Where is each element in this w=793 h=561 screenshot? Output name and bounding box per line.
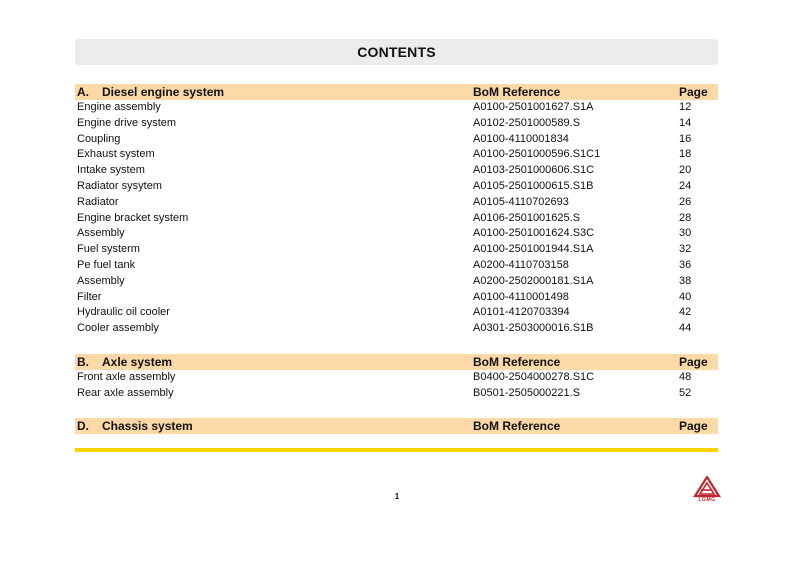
bom-reference-header: BoM Reference <box>473 419 561 433</box>
row-bom-reference: A0105-4110702693 <box>473 195 569 208</box>
lgmg-logo-icon <box>692 476 722 498</box>
row-bom-reference: A0100-2501000596.S1C1 <box>473 148 601 161</box>
table-row <box>75 370 718 386</box>
row-name: Pe fuel tank <box>77 258 136 271</box>
table-row <box>75 226 718 242</box>
section-name: Axle system <box>102 355 173 369</box>
row-name: Radiator <box>77 195 119 208</box>
section-title <box>77 354 172 370</box>
row-bom-reference: B0501-2505000221.S <box>473 386 581 399</box>
row-bom-reference: A0100-4110001834 <box>473 132 569 145</box>
section-header <box>75 84 718 100</box>
row-page: 42 <box>679 306 692 319</box>
section-a <box>75 84 718 337</box>
row-bom-reference: A0100-2501001624.S3C <box>473 227 595 240</box>
table-row <box>75 163 718 179</box>
table-row <box>75 147 718 163</box>
section-rows <box>75 370 718 402</box>
section-header <box>75 418 718 434</box>
row-page: 44 <box>679 322 692 335</box>
row-page: 40 <box>679 290 692 303</box>
row-name: Rear axle assembly <box>77 386 174 399</box>
section-d <box>75 418 718 434</box>
footer-rule <box>75 448 718 452</box>
row-name: Engine bracket system <box>77 211 189 224</box>
row-name: Intake system <box>77 164 145 177</box>
row-bom-reference: A0105-2501000615.S1B <box>473 179 594 192</box>
table-row <box>75 195 718 211</box>
section-letter: A. <box>77 85 89 99</box>
row-page: 36 <box>679 258 692 271</box>
row-name: Exhaust system <box>77 148 155 161</box>
row-bom-reference: B0400-2504000278.S1C <box>473 371 595 383</box>
row-page: 12 <box>679 101 692 113</box>
table-row <box>75 211 718 227</box>
row-name: Engine assembly <box>77 101 161 113</box>
table-row <box>75 116 718 132</box>
table-row <box>75 100 718 116</box>
section-rows <box>75 100 718 337</box>
row-page: 16 <box>679 132 692 145</box>
table-row <box>75 258 718 274</box>
row-page: 26 <box>679 195 692 208</box>
lgmg-logo <box>692 476 722 506</box>
table-row <box>75 274 718 290</box>
row-bom-reference: A0100-4110001498 <box>473 290 569 303</box>
page-header: Page <box>679 85 708 99</box>
table-row <box>75 179 718 195</box>
row-name: Cooler assembly <box>77 322 159 335</box>
section-name: Diesel engine system <box>102 85 225 99</box>
page-header: Page <box>679 355 708 369</box>
row-name: Front axle assembly <box>77 371 176 383</box>
section-title <box>77 418 193 434</box>
row-page: 28 <box>679 211 692 224</box>
row-name: Hydraulic oil cooler <box>77 306 170 319</box>
row-name: Coupling <box>77 132 121 145</box>
row-page: 30 <box>679 227 692 240</box>
section-title <box>77 84 224 100</box>
row-name: Fuel systerm <box>77 243 140 256</box>
row-bom-reference: A0301-2503000016.S1B <box>473 322 594 335</box>
row-bom-reference: A0102-2501000589.S <box>473 116 581 129</box>
row-page: 14 <box>679 116 692 129</box>
row-page: 48 <box>679 371 692 383</box>
row-bom-reference: A0101-4120703394 <box>473 306 570 319</box>
page-header: Page <box>679 419 708 433</box>
row-bom-reference: A0200-2502000181.S1A <box>473 274 594 287</box>
page-number: 1 <box>394 492 400 501</box>
table-row <box>75 132 718 148</box>
logo-text: LGMG <box>698 497 716 503</box>
table-row <box>75 305 718 321</box>
table-row <box>75 386 718 402</box>
row-page: 18 <box>679 148 692 161</box>
section-letter: B. <box>77 355 89 369</box>
row-bom-reference: A0100-2501001627.S1A <box>473 101 594 113</box>
section-name: Chassis system <box>102 419 193 433</box>
row-bom-reference: A0103-2501000606.S1C <box>473 164 595 177</box>
table-row <box>75 242 718 258</box>
row-bom-reference: A0106-2501001625.S <box>473 211 581 224</box>
row-name: Assembly <box>77 227 125 240</box>
row-name: Filter <box>77 290 102 303</box>
section-letter: D. <box>77 419 89 433</box>
contents-title <box>75 39 718 65</box>
table-row <box>75 290 718 306</box>
row-page: 20 <box>679 164 692 177</box>
bom-reference-header: BoM Reference <box>473 85 561 99</box>
section-b <box>75 354 718 402</box>
row-name: Assembly <box>77 274 125 287</box>
row-page: 24 <box>679 179 692 192</box>
row-page: 52 <box>679 386 692 399</box>
section-header <box>75 354 718 370</box>
table-row <box>75 321 718 337</box>
contents-title-text: CONTENTS <box>357 44 436 60</box>
row-name: Radiator sysytem <box>77 179 162 192</box>
row-name: Engine drive system <box>77 116 177 129</box>
row-bom-reference: A0100-2501001944.S1A <box>473 243 594 256</box>
bom-reference-header: BoM Reference <box>473 355 561 369</box>
row-page: 32 <box>679 243 692 256</box>
row-page: 38 <box>679 274 692 287</box>
row-bom-reference: A0200-4110703158 <box>473 258 569 271</box>
